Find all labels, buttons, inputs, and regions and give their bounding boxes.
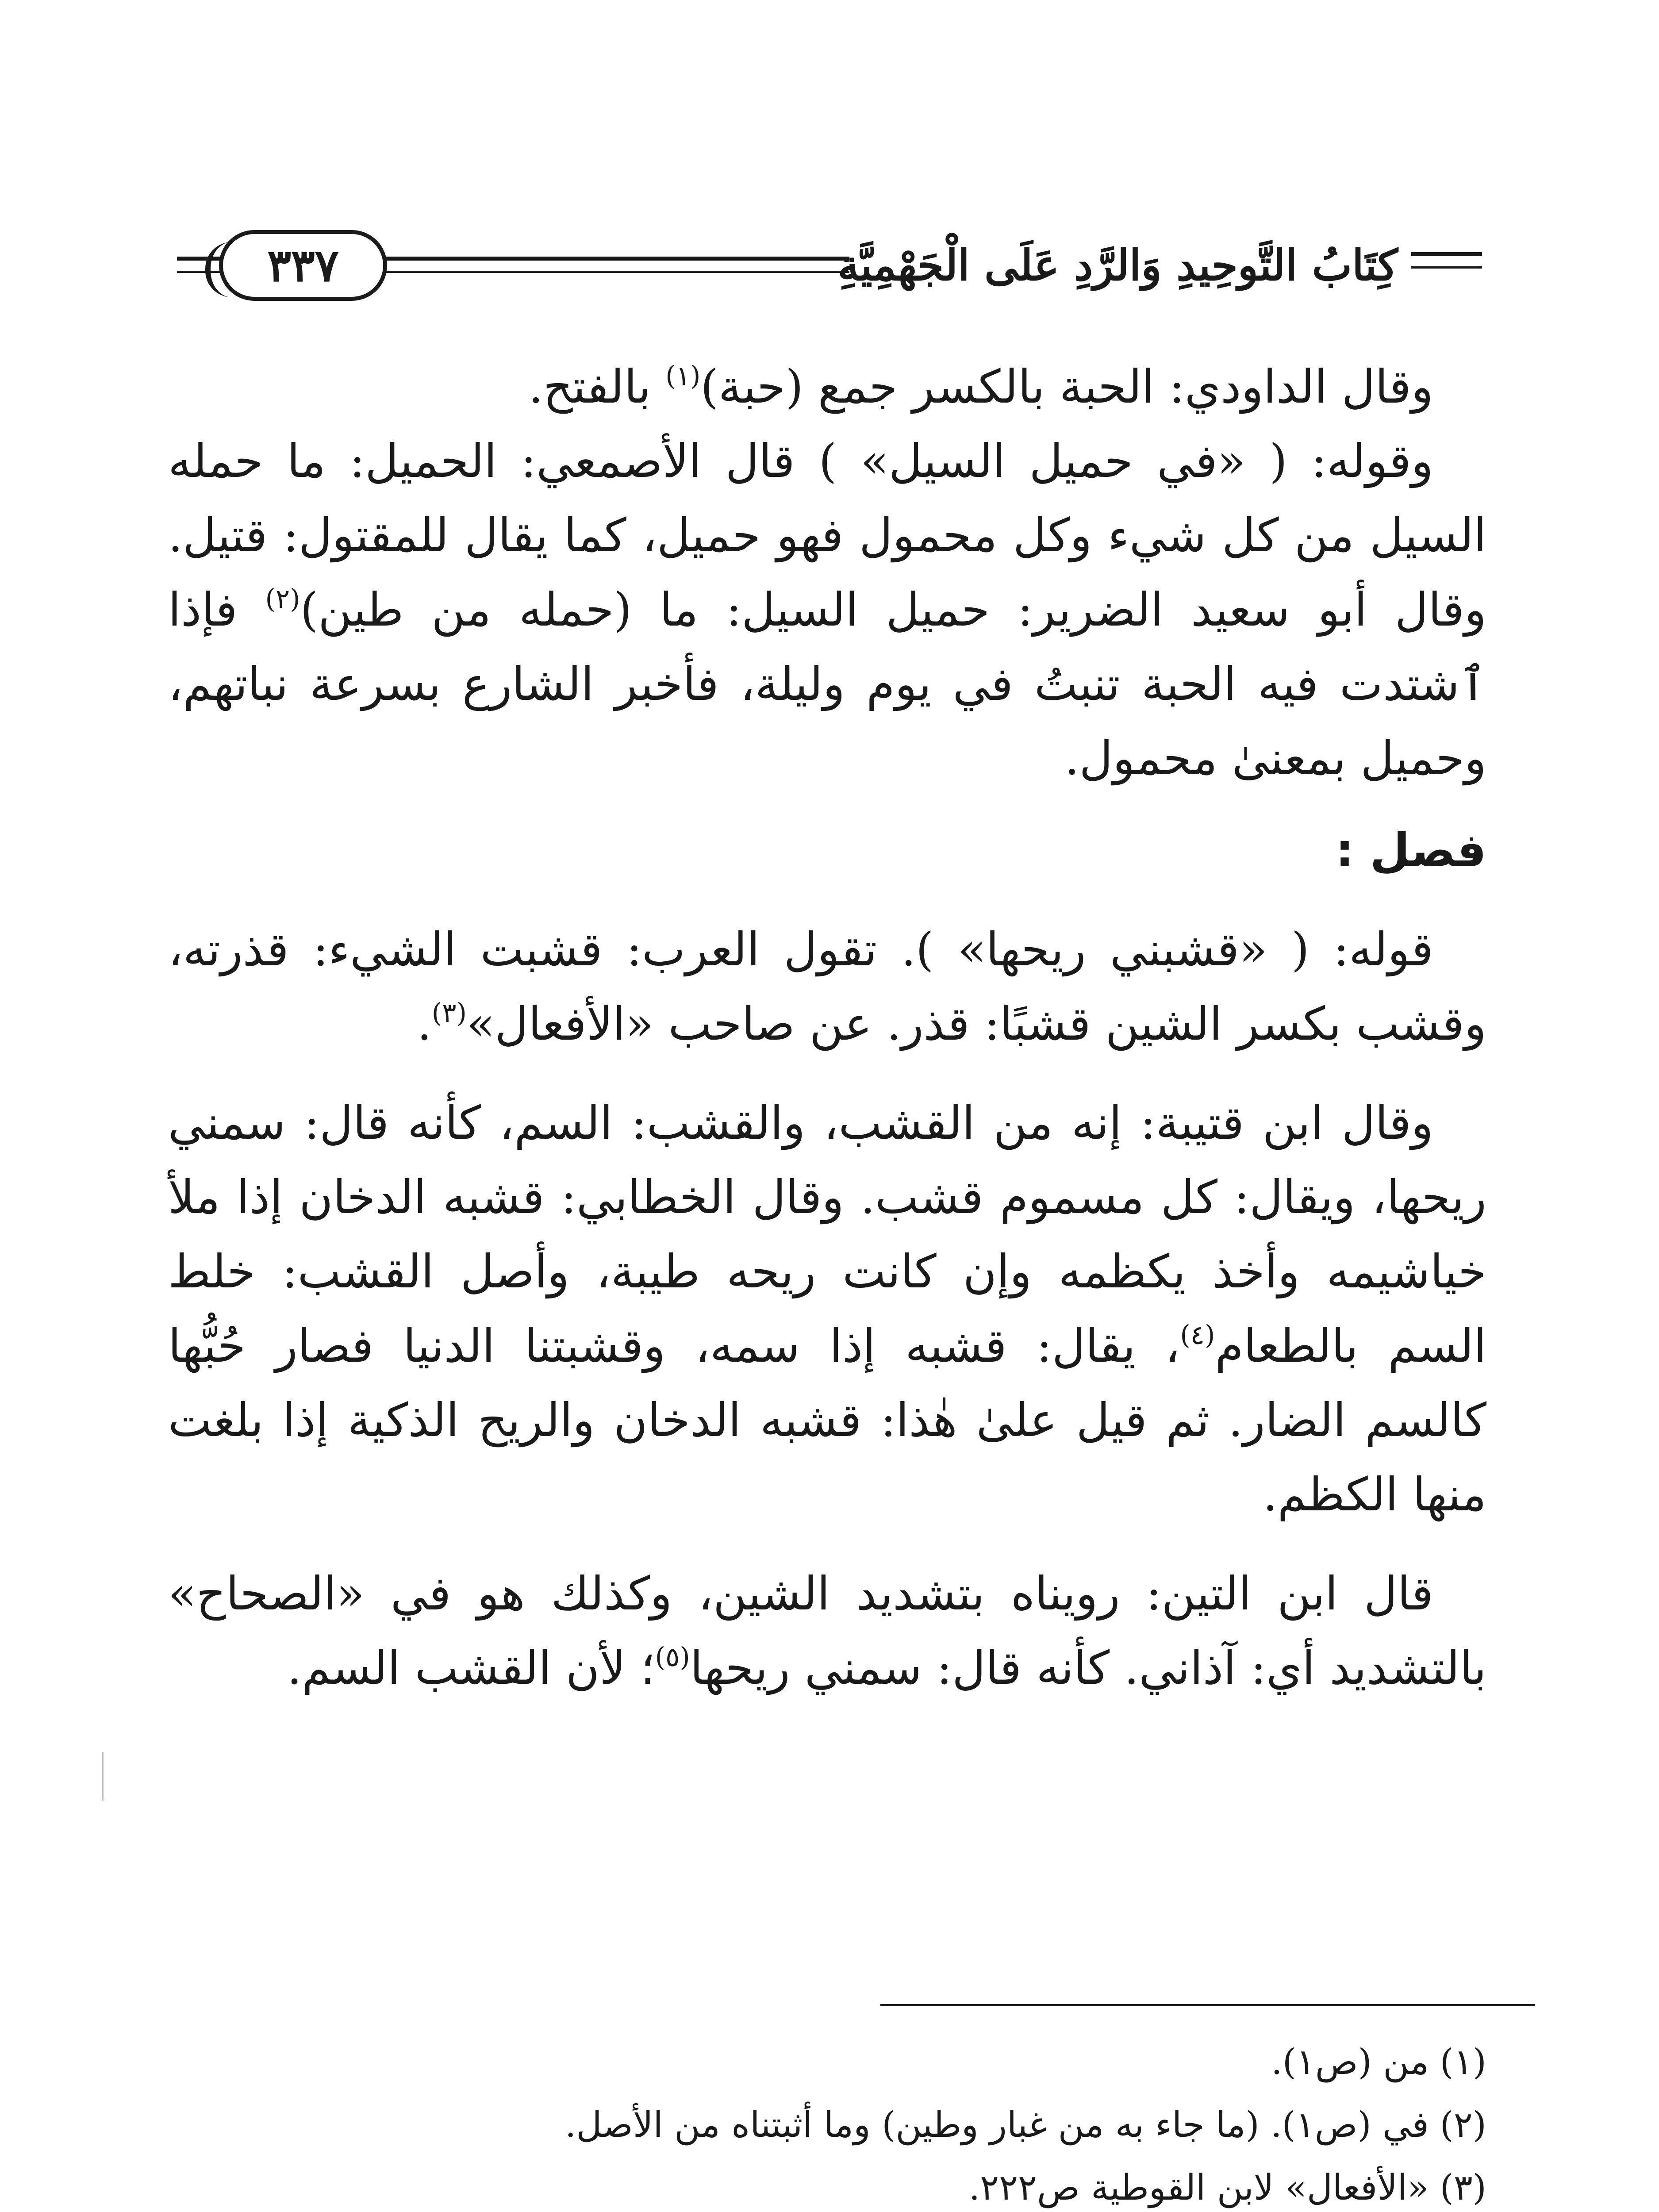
paragraph-4-text-b: ، يقال: قشبه إذا سمه، وقشبتنا الدنيا فصار حُبُّها كالسم الضار. ثم قيل علىٰ هٰذا: قشبه الدخان والريح الذكية إذا بلغت منها الكظم.	[168, 1319, 1486, 1521]
footnote-ref-2[interactable]: (٢)	[265, 584, 300, 614]
footnote-item	[168, 2031, 1486, 2093]
header-rule-middle-top	[385, 257, 849, 261]
footnote-number: (١)	[1440, 2041, 1486, 2082]
paragraph-3-text-a: قوله: ( «قشبني ريحها» ). تقول العرب: قشبت الشيء: قذرته، وقشب بكسر الشين قشبًا: قذر. عن صاحب «الأفعال»	[168, 922, 1486, 1051]
paragraph-2	[168, 424, 1486, 795]
paragraph-2-text-b: فإذا ٱشتدت فيه الحبة تنبتُ في يوم وليلة، فأخبر الشارع بسرعة نباتهم، وحميل بمعنىٰ محمول.	[168, 583, 1486, 785]
paragraph-1	[168, 349, 1486, 424]
paragraph-1-text-b: بالفتح.	[528, 360, 666, 414]
footnote-ref-5[interactable]: (٥)	[655, 1642, 690, 1673]
paragraph-5	[168, 1556, 1486, 1705]
footnote-number: (٣)	[1440, 2167, 1486, 2208]
footnotes	[168, 2031, 1486, 2212]
header-rule-right-top	[1411, 252, 1482, 256]
scan-artifact	[102, 1752, 104, 1801]
footnote-ref-4[interactable]: (٤)	[1180, 1320, 1215, 1351]
page-number: ٣٣٧	[267, 239, 339, 292]
header-rule-middle-bottom	[385, 271, 849, 273]
paragraph-2-text-a: وقوله: ( «في حميل السيل» ) قال الأصمعي: الحميل: ما حمله السيل من كل شيء وكل محمول فهو حميل، كما يقال للمقتول: قتيل. وقال أبو سعيد الضرير: حميل السيل: ما (حمله من طين)	[168, 434, 1487, 637]
paragraph-1-text-a: وقال الداودي: الحبة بالكسر جمع (حبة)	[700, 360, 1433, 414]
paragraph-3-text-b: .	[417, 997, 432, 1051]
footnote-text: في (ص١). (ما جاء به من غبار وطين) وما أثبتناه من الأصل.	[565, 2104, 1429, 2145]
page-number-frame	[219, 230, 387, 301]
footnote-text: «الأفعال» لابن القوطية ص٢٢٢.	[968, 2167, 1429, 2208]
section-heading: فصل :	[1335, 823, 1486, 877]
footnote-ref-1[interactable]: (١)	[665, 361, 701, 392]
paragraph-5-text-a: قال ابن التين: رويناه بتشديد الشين، وكذلك هو في «الصحاح» بالتشديد أي: آذاني. كأنه قال: سمني ريحها	[168, 1567, 1486, 1695]
footnote-text: من (ص١).	[1271, 2041, 1429, 2082]
header-rule-right-bottom	[1411, 266, 1482, 269]
running-header	[177, 230, 1482, 319]
paragraph-5-text-b: ؛ لأن القشب السم.	[287, 1641, 655, 1695]
paragraph-3	[168, 912, 1486, 1061]
footnote-ref-3[interactable]: (٣)	[431, 998, 467, 1029]
paragraph-4	[168, 1086, 1486, 1532]
footnote-number: (٢)	[1440, 2104, 1486, 2145]
paragraph-4-text-a: وقال ابن قتيبة: إنه من القشب، والقشب: السم، كأنه قال: سمني ريحها، ويقال: كل مسموم قشب. وقال الخطابي: قشبه الدخان إذا ملأ خياشيمه وأخذ يكظمه وإن كانت ريحه طيبة، وأصل القشب: خلط السم بالطعام	[168, 1096, 1487, 1373]
body-text	[168, 349, 1486, 1705]
footnote-item	[168, 2156, 1486, 2212]
book-title: كِتَابُ التَّوحِيدِ وَالرَّدِ عَلَى الْجَهْمِيَّةِ	[837, 240, 1398, 290]
footnote-item	[168, 2093, 1486, 2156]
footnote-separator	[880, 2004, 1535, 2006]
